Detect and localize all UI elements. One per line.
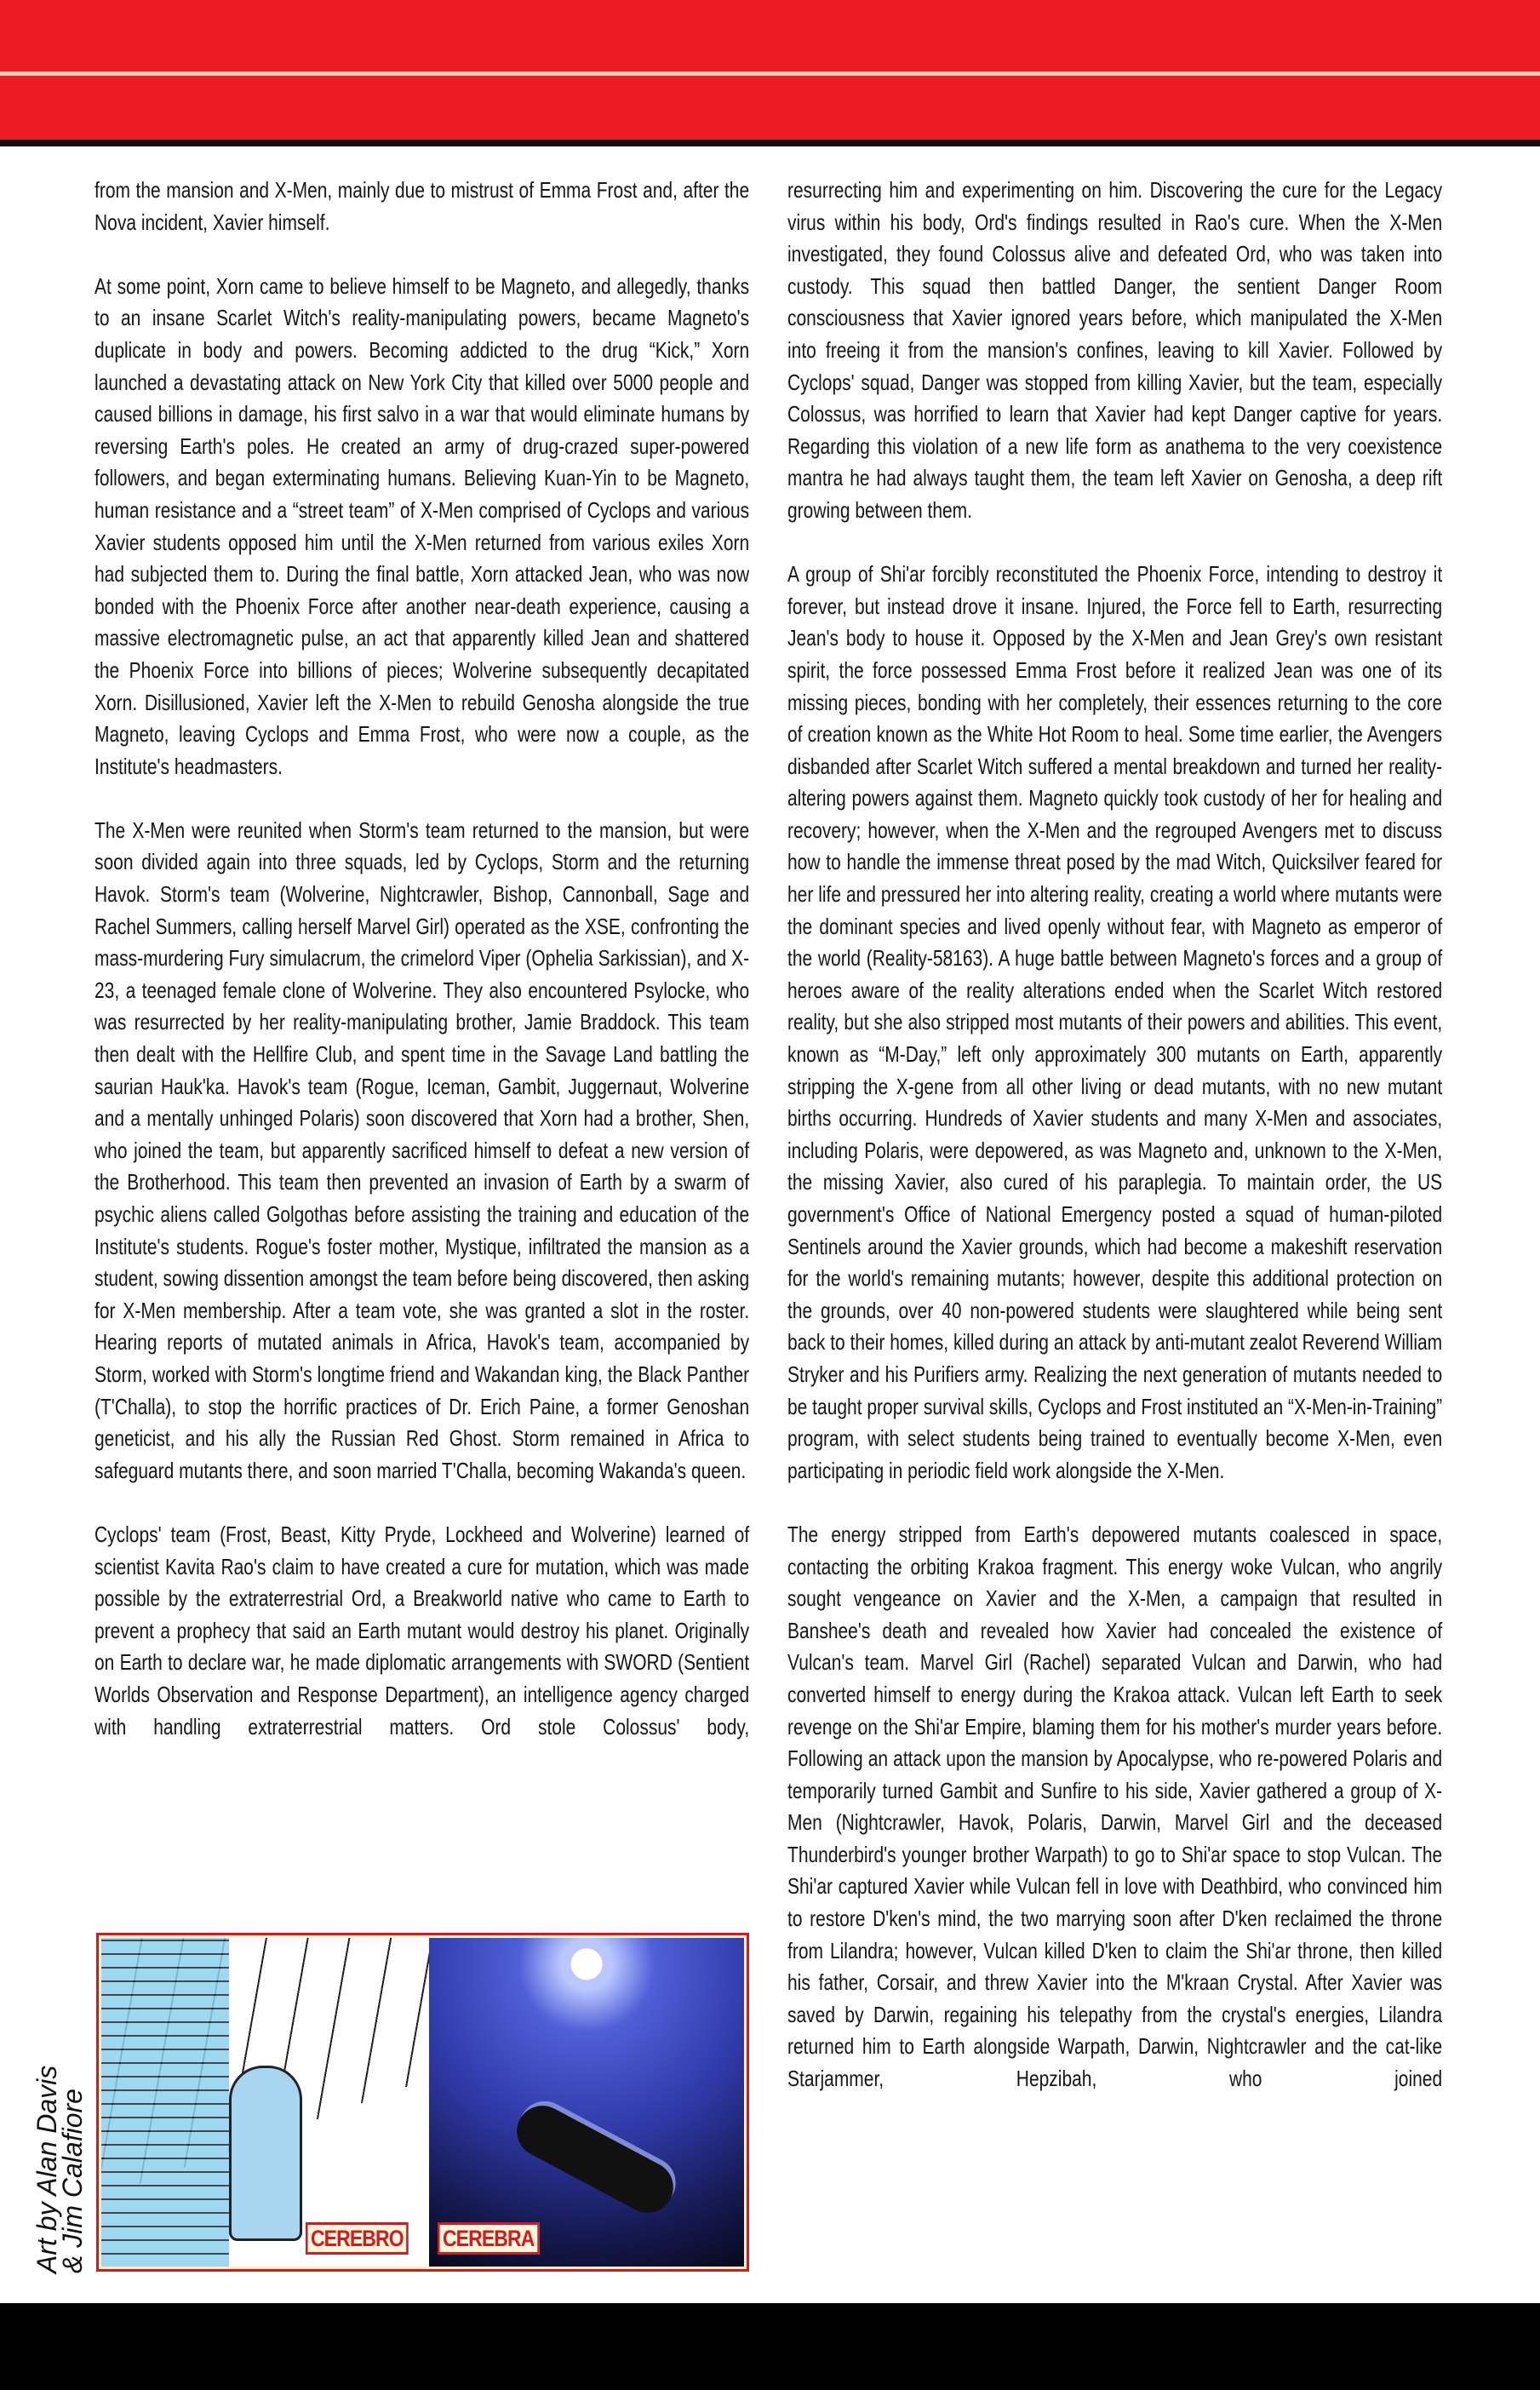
left-column: [94, 175, 749, 1776]
cerebro-caption: CEREBRO: [306, 2222, 409, 2255]
walkway-illustration: [508, 2097, 683, 2222]
paragraph: A group of Shi'ar forcibly reconstituted the Phoenix Force, intending to destroy it forever, but instead drove it insane. Injured, the Force fell to Earth, resurrecting Jean's body to house it. Opposed by the X-Men and Jean Grey's own resistant spirit, the force possessed Emma Frost before it realized Jean was one of its missing pieces, bonding with her completely, their essences returning to the core of creation known as the White Hot Room to heal. Some time earlier, the Avengers disbanded after Scarlet Witch suffered a mental breakdown and turned her reality-altering powers against them. Magneto quickly took custody of her for healing and recovery; however, when the X-Men and the regrouped Avengers met to discuss how to handle the immense threat posed by the mad Witch, Quicksilver feared for her life and pressured her into altering reality, creating a world where mutants were the dominant species and lived openly without fear, with Magneto as emperor of the world (Reality-58163). A huge battle between Magneto's forces and a group of heroes aware of the reality alterations ended when the Scarlet Witch restored reality, but she also stripped most mutants of their powers and abilities. This event, known as “M-Day,” left only approximately 300 mutants on Earth, apparently stripping the X-gene from all other living or dead mutants, with no new mutant births occurring. Hundreds of Xavier students and many X-Men and associates, including Polaris, were depowered, as was Magneto and, unknown to the X-Men, the missing Xavier, also cured of his paraplegia. To maintain order, the US government's Office of National Emergency posted a squad of human-piloted Sentinels around the Xavier grounds, which had become a makeshift reservation for the world's remaining mutants; however, despite this additional protection on the grounds, over 40 non-powered students were slaughtered while being sent back to their homes, killed during an attack by anti-mutant zealot Reverend William Stryker and his Purifiers army. Realizing the next generation of mutants needed to be taught proper survival skills, Cyclops and Frost instituted an “X-Men-in-Training” program, with select students being trained to eventually become X-Men, even participating in periodic field work alongside the X-Men.: [787, 563, 1443, 1483]
console-illustration: [101, 1938, 229, 2267]
cerebra-panel-image: [429, 1938, 744, 2267]
paragraph: At some point, Xorn came to believe himself to be Magneto, and allegedly, thanks to an insane Scarlet Witch's reality-manipulating powers, became Magneto's duplicate in body and powers. Becoming addicted to the drug “Kick,” Xorn launched a devastating attack on New York City that killed over 5000 people and caused billions in damage, his first salvo in a war that would eliminate humans by reversing Earth's poles. He created an army of drug-crazed super-powered followers, and began exterminating humans. Believing Kuan-Yin to be Magneto, human resistance and a “street team” of X-Men comprised of Cyclops and various Xavier students opposed him until the X-Men returned from various exiles Xorn had subjected them to. During the final battle, Xorn attacked Jean, who was now bonded with the Phoenix Force after another near-death experience, causing a massive electromagnetic pulse, an act that apparently killed Jean and shattered the Phoenix Force into billions of pieces; Wolverine subsequently decapitated Xorn. Disillusioned, Xavier left the X-Men to rebuild Genosha alongside the true Magneto, leaving Cyclops and Emma Frost, who were now a couple, as the Institute's headmasters.: [94, 274, 750, 779]
credit-line: Art by Alan Davis: [31, 2065, 62, 2273]
right-column: [787, 175, 1442, 2128]
header-band: [0, 0, 1540, 141]
paragraph: from the mansion and X-Men, mainly due to mistrust of Emma Frost and, after the Nova incident, Xavier himself.: [94, 179, 750, 235]
paragraph: The X-Men were reunited when Storm's team returned to the mansion, but were soon divided again into three squads, led by Cyclops, Storm and the returning Havok. Storm's team (Wolverine, Nightcrawler, Bishop, Cannonball, Sage and Rachel Summers, calling herself Marvel Girl) operated as the XSE, confronting the mass-murdering Fury simulacrum, the crimelord Viper (Ophelia Sarkissian), and X-23, a teenaged female clone of Wolverine. They also encountered Psylocke, who was resurrected by her reality-manipulating brother, Jamie Braddock. This team then dealt with the Hellfire Club, and spent time in the Savage Land battling the saurian Hauk'ka. Havok's team (Rogue, Iceman, Gambit, Juggernaut, Wolverine and a mentally unhinged Polaris) soon discovered that Xorn had a brother, Shen, who joined the team, but apparently sacrificed himself to defeat a new version of the Brotherhood. This team then prevented an invasion of Earth by a swarm of psychic aliens called Golgothas before assisting the training and education of the Institute's students. Rogue's foster mother, Mystique, infiltrated the mansion as a student, sowing dissention amongst the team before being discovered, then asking for X-Men membership. After a team vote, she was granted a slot in the roster. Hearing reports of mutated animals in Africa, Havok's team, accompanied by Storm, worked with Storm's longtime friend and Wakandan king, the Black Panther (T'Challa), to stop the horrific practices of Dr. Erich Paine, a former Genoshan geneticist, and his ally the Russian Red Ghost. Storm remained in Africa to safeguard mutants there, and soon married T'Challa, becoming Wakanda's queen.: [94, 818, 750, 1483]
paragraph: The energy stripped from Earth's depowered mutants coalesced in space, contacting the orbiting Krakoa fragment. This energy woke Vulcan, who angrily sought vengeance on Xavier and the X-Men, a campaign that resulted in Banshee's death and revealed how Xavier had concealed the existence of Vulcan's team. Marvel Girl (Rachel) separated Vulcan and Darwin, who had converted himself to energy during the Krakoa attack. Vulcan left Earth to seek revenge on the Shi'ar Empire, blaming them for his mother's murder years before. Following an attack upon the mansion by Apocalypse, who re-powered Polaris and temporarily turned Gambit and Sunfire to his side, Xavier gathered a group of X-Men (Nightcrawler, Havok, Polaris, Darwin, Marvel Girl and the deceased Thunderbird's younger brother Warpath) to go to Shi'ar space to stop Vulcan. The Shi'ar captured Xavier while Vulcan fell in love with Deathbird, who convinced him to restore D'ken's mind, the two marrying soon after D'ken reclaimed the throne from Lilandra; however, Vulcan killed D'ken to claim the Shi'ar throne, then killed his father, Corsair, and threw Xavier into the M'kraan Crystal. After Xavier was saved by Darwin, regaining his telepathy from the crystal's energies, Lilandra returned him to Earth alongside Warpath, Darwin, Nightcrawler and the cat-like Starjammer, Hepzibah, who joined: [787, 1522, 1443, 2092]
paragraph: Cyclops' team (Frost, Beast, Kitty Pryde, Lockheed and Wolverine) learned of scientist Kavita Rao's claim to have created a cure for mutation, which was made possible by the extraterrestrial Ord, a Breakworld native who came to Earth to prevent a prophecy that said an Earth mutant would destroy his planet. Originally on Earth to declare war, he made diplomatic arrangements with SWORD (Sentient Worlds Observation and Response Department), an intelligence agency charged with handling extraterrestrial matters. Ord stole Colossus' body,: [94, 1522, 750, 1739]
figure-illustration: [229, 2066, 302, 2241]
cerebro-panel-image: [101, 1938, 430, 2267]
header-rule: [0, 140, 1540, 146]
credit-line: & Jim Calafiore: [57, 2089, 88, 2273]
artwork-figure: [96, 1933, 749, 2272]
cerebra-caption: CEREBRA: [438, 2222, 539, 2255]
header-stripe: [0, 72, 1540, 76]
footer-band: [0, 2303, 1540, 2390]
art-credit: [31, 2065, 88, 2273]
paragraph: resurrecting him and experimenting on him. Discovering the cure for the Legacy virus within his body, Ord's findings resulted in Rao's cure. When the X-Men investigated, they found Colossus alive and defeated Ord, who was taken into custody. This squad then battled Danger, the sentient Danger Room consciousness that Xavier ignored years before, which manipulated the X-Men into freeing it from the mansion's confines, leaving to kill Xavier. Followed by Cyclops' squad, Danger was stopped from killing Xavier, but the team, especially Colossus, was horrified to learn that Xavier had kept Danger captive for years. Regarding this violation of a new life form as anathema to the very coexistence mantra he had always taught them, the team left Xavier on Genosha, a deep rift growing between them.: [787, 179, 1443, 523]
